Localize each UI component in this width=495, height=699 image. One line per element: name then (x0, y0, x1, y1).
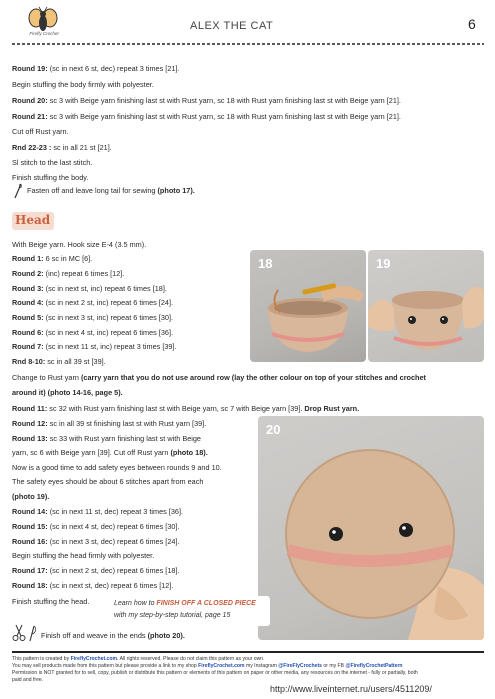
logo-text: Firefly Crochet (29, 31, 59, 36)
change-yarn-line-2: around it) (photo 14-16, page 5). (12, 388, 123, 397)
head-round-line: Round 14: (sc in next 11 st, dec) repeat 3 times [36]. (12, 507, 184, 516)
header-dotted-divider (12, 39, 484, 45)
finish-body-line: Finish stuffing the body. (12, 173, 89, 182)
begin-stuff-head-line: Begin stuffing the head firmly with polyester. (12, 551, 155, 560)
round-label: Round 20: (12, 96, 48, 105)
head-round-line: Round 17: (sc in next 2 st, dec) repeat 6 times [18]. (12, 566, 180, 575)
head-round-line: Round 3: (sc in next st, inc) repeat 6 times [18]. (12, 284, 167, 293)
footer-line-1: This pattern is created by FireflyCrochet.com. All rights reserved. Please do not claim this pattern as your own. (12, 656, 265, 662)
instagram-link[interactable]: @FireFlyCrochets (278, 663, 322, 669)
photo-18 (250, 250, 366, 362)
callout-line-2: with my step-by-step tutorial, page 15 (114, 612, 231, 619)
round-text: sc in all 21 st [21]. (51, 143, 112, 152)
sl-stitch-line: Sl stitch to the last stitch. (12, 158, 93, 167)
scissors-icon (12, 624, 26, 642)
head-round-line: Round 6: (sc in next 4 st, inc) repeat 6 times [36]. (12, 328, 173, 337)
round-text: sc 3 with Beige yarn finishing last st with Rust yarn, sc 18 with Rust yarn finishing last st with Beige yarn [21]. (47, 96, 401, 105)
fasten-text: Fasten off and leave long tail for sewing (27, 186, 158, 195)
footer-divider (12, 651, 484, 653)
round-20-line (12, 96, 401, 106)
round-13-line: Round 13: sc 33 with Rust yarn finishing last st with Beige (12, 434, 201, 443)
needle-icon (12, 183, 24, 199)
photo-number: 18 (258, 256, 273, 271)
head-round-line: Round 18: (sc in next st, dec) repeat 6 times [12]. (12, 581, 174, 590)
footer-line-4: paid and free. (12, 677, 44, 683)
footer-line-2: You may sell products made from this pattern but please provide a link to my shop FireflyCrochet.com my Instagram @FireFlyCrochets or my FB @FireflyCrochetPattern (12, 663, 403, 669)
heading-text: Head (15, 213, 51, 227)
page-header (0, 0, 495, 40)
round-text: (sc in next 6 st, dec) repeat 3 times [21]. (47, 64, 180, 73)
change-yarn-line: Change to Rust yarn (carry yarn that you do not use around row (lay the other colour on top of your stitches and crochet (12, 373, 426, 382)
photo-ref: (photo 17). (157, 186, 195, 195)
eyes-time-line: Now is a good time to add safety eyes between rounds 9 and 10. (12, 463, 222, 472)
head-round-line: Rnd 8-10: sc in all 39 st [39]. (12, 357, 106, 366)
round-label: Rnd 22-23 : (12, 143, 52, 152)
head-section-heading (12, 212, 54, 230)
head-round-line: Round 1: 6 sc in MC [6]. (12, 254, 93, 263)
shop-link[interactable]: FireflyCrochet.com (198, 663, 245, 669)
brand-link[interactable]: FireflyCrochet.com (70, 656, 118, 662)
needle-icon (28, 624, 38, 642)
page-footer (12, 656, 482, 684)
head-round-line: Round 15: (sc in next 4 st, dec) repeat 6 times [30]. (12, 522, 180, 531)
facebook-link[interactable]: @FireflyCrochetPattern (345, 663, 403, 669)
photo-number: 20 (266, 422, 281, 437)
photo-number: 19 (376, 256, 391, 271)
eyes-apart-line: The safety eyes should be about 6 stitches apart from each (12, 477, 204, 486)
round-13-cont-line: yarn, sc 6 with Beige yarn [39]. Cut off Rust yarn (photo 18). (12, 448, 208, 457)
tutorial-callout[interactable] (108, 596, 270, 626)
callout-line-1: Learn how to FINISH OFF A CLOSED PIECE (114, 600, 256, 607)
page-number: 6 (468, 16, 476, 32)
document-title: ALEX THE CAT (190, 20, 274, 32)
head-round-line: Round 4: (sc in next 2 st, inc) repeat 6 times [24]. (12, 298, 173, 307)
finish-head-line: Finish stuffing the head. (12, 597, 90, 606)
fasten-off-line (27, 186, 195, 196)
footer-line-3: Permission is NOT granted for to sell, copy, publish or distribute this pattern or elements of this pattern on paper or other media, any resources on the internet - fully or partially, both (12, 670, 418, 676)
round-12-line: Round 12: sc in all 39 st finishing last st with Rust yarn [39]. (12, 419, 207, 428)
photo-19 (368, 250, 484, 362)
head-round-line: Round 5: (sc in next 3 st, inc) repeat 6 times [30]. (12, 313, 173, 322)
round-label: Round 21: (12, 112, 48, 121)
photo-20 (258, 416, 484, 640)
rnd-22-23-line (12, 143, 112, 153)
watermark-url: http://www.liveinternet.ru/users/4511209/ (270, 684, 432, 694)
head-intro-line: With Beige yarn. Hook size E-4 (3.5 mm). (12, 240, 147, 249)
round-11-line: Round 11: sc 32 with Rust yarn finishing last st with Beige yarn, sc 7 with Beige yarn [39]. Drop Rust yarn. (12, 404, 360, 413)
photo-20-illustration (258, 416, 484, 640)
round-19-line (12, 64, 180, 74)
head-round-line: Round 7: (sc in next 11 st, inc) repeat 3 times [39]. (12, 342, 177, 351)
round-label: Round 19: (12, 64, 48, 73)
cut-rust-line: Cut off Rust yarn. (12, 127, 69, 136)
stuff-body-line: Begin stuffing the body firmly with polyester. (12, 80, 154, 89)
eyes-photo-line: (photo 19). (12, 492, 50, 501)
head-round-line: Round 16: (sc in next 3 st, dec) repeat 6 times [24]. (12, 537, 180, 546)
round-21-line (12, 112, 401, 122)
round-text: sc 3 with Beige yarn finishing last st with Rust yarn, sc 18 with Rust yarn finishing last st with Beige yarn [21]. (47, 112, 401, 121)
head-round-line: Round 2: (inc) repeat 6 times [12]. (12, 269, 125, 278)
finish-weave-line: Finish off and weave in the ends (photo 20). (41, 631, 185, 640)
